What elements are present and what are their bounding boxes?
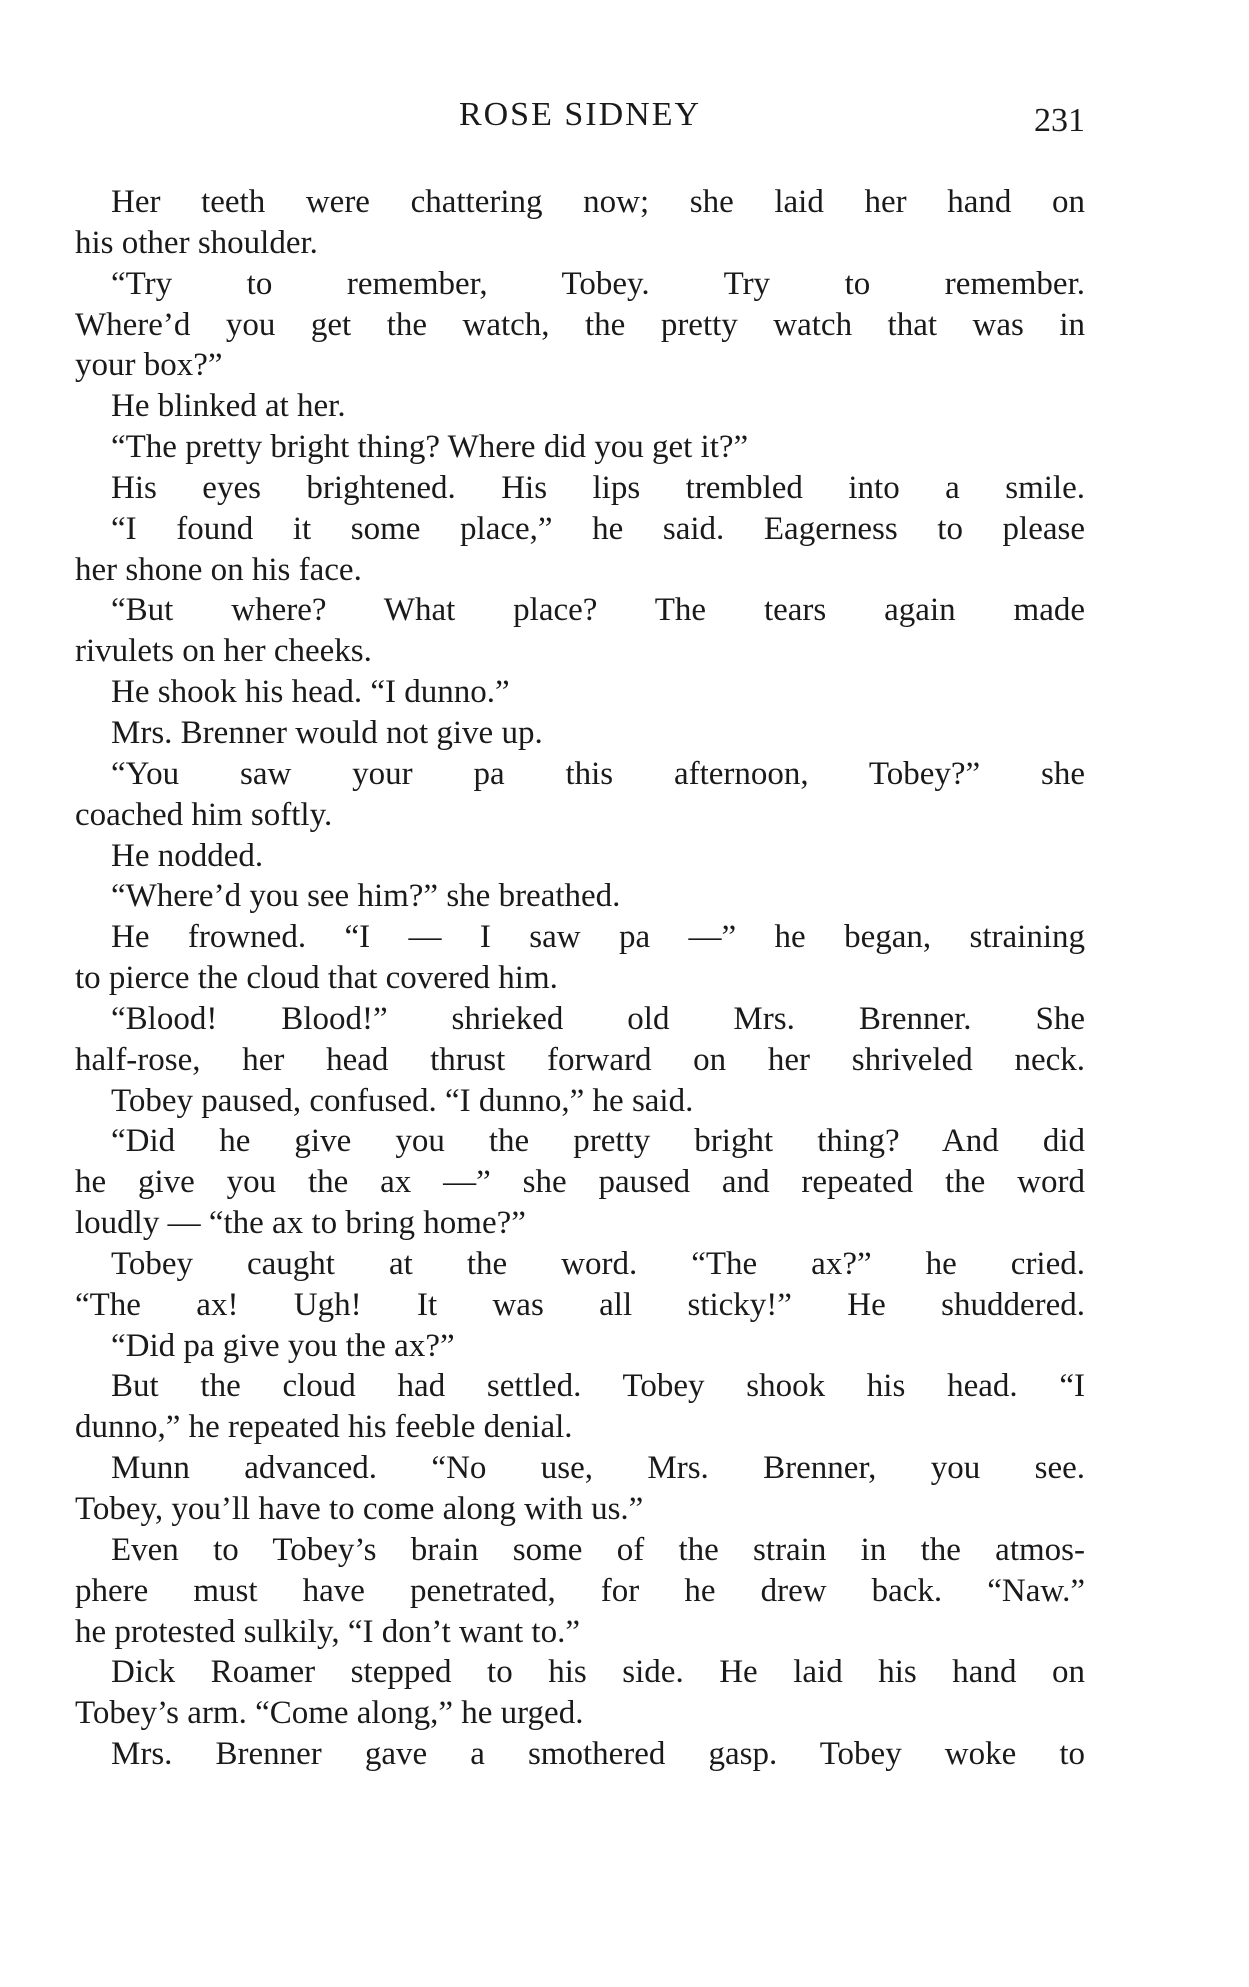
text-line: Dick Roamer stepped to his side. He laid his hand on	[111, 1654, 1085, 1691]
running-head	[75, 92, 1085, 142]
text-line: Tobey caught at the word. “The ax?” he cried.	[111, 1245, 1085, 1282]
text-line: “The ax! Ugh! It was all sticky!” He shuddered.	[75, 1286, 1085, 1323]
text-line: your box?”	[75, 347, 223, 384]
text-line: coached him softly.	[75, 796, 333, 833]
text-body	[75, 182, 1085, 1775]
text-line: phere must have penetrated, for he drew back. “Naw.”	[75, 1572, 1085, 1609]
text-line: Tobey paused, confused. “I dunno,” he said.	[111, 1082, 694, 1119]
text-line: “Where’d you see him?” she breathed.	[111, 878, 621, 915]
page-number: 231	[1034, 102, 1085, 139]
text-line: Tobey’s arm. “Come along,” he urged.	[75, 1695, 584, 1732]
text-line: he give you the ax —” she paused and repeated the word	[75, 1164, 1085, 1201]
text-line: rivulets on her cheeks.	[75, 633, 372, 670]
text-line: “I found it some place,” he said. Eagerness to please	[111, 510, 1085, 547]
text-line: “You saw your pa this afternoon, Tobey?” she	[111, 755, 1085, 792]
running-title: ROSE SIDNEY	[458, 96, 702, 133]
text-line: His eyes brightened. His lips trembled into a smile.	[111, 469, 1085, 506]
text-line: Mrs. Brenner would not give up.	[111, 714, 543, 751]
text-line: Her teeth were chattering now; she laid her hand on	[111, 184, 1085, 220]
text-line: “Try to remember, Tobey. Try to remember.	[111, 265, 1085, 302]
text-line: Tobey, you’ll have to come along with us.”	[75, 1491, 644, 1527]
text-line: dunno,” he repeated his feeble denial.	[75, 1409, 573, 1446]
text-line: He blinked at her.	[111, 388, 346, 425]
text-line: Even to Tobey’s brain some of the strain in the atmos-	[111, 1531, 1085, 1568]
text-line: Mrs. Brenner gave a smothered gasp. Tobey woke to	[111, 1736, 1085, 1773]
text-line: “Blood! Blood!” shrieked old Mrs. Brenner. She	[111, 1000, 1085, 1037]
text-line: “Did pa give you the ax?”	[111, 1327, 455, 1364]
text-line: He frowned. “I — I saw pa —” he began, straining	[111, 919, 1085, 956]
text-line: loudly — “the ax to bring home?”	[75, 1205, 526, 1242]
text-line: to pierce the cloud that covered him.	[75, 960, 558, 997]
text-line: half-rose, her head thrust forward on her shriveled neck.	[75, 1041, 1085, 1078]
text-line: Munn advanced. “No use, Mrs. Brenner, you see.	[111, 1450, 1085, 1487]
text-line: her shone on his face.	[75, 551, 362, 588]
text-line: But the cloud had settled. Tobey shook his head. “I	[111, 1368, 1085, 1405]
text-line: “But where? What place? The tears again made	[111, 592, 1085, 629]
text-line: He nodded.	[111, 837, 264, 874]
text-line: Where’d you get the watch, the pretty watch that was in	[75, 306, 1085, 343]
text-line: He shook his head. “I dunno.”	[111, 674, 510, 711]
text-line: “Did he give you the pretty bright thing? And did	[111, 1123, 1085, 1160]
text-line: “The pretty bright thing? Where did you get it?”	[111, 429, 749, 466]
text-line: he protested sulkily, “I don’t want to.”	[75, 1613, 580, 1650]
text-line: his other shoulder.	[75, 224, 318, 261]
